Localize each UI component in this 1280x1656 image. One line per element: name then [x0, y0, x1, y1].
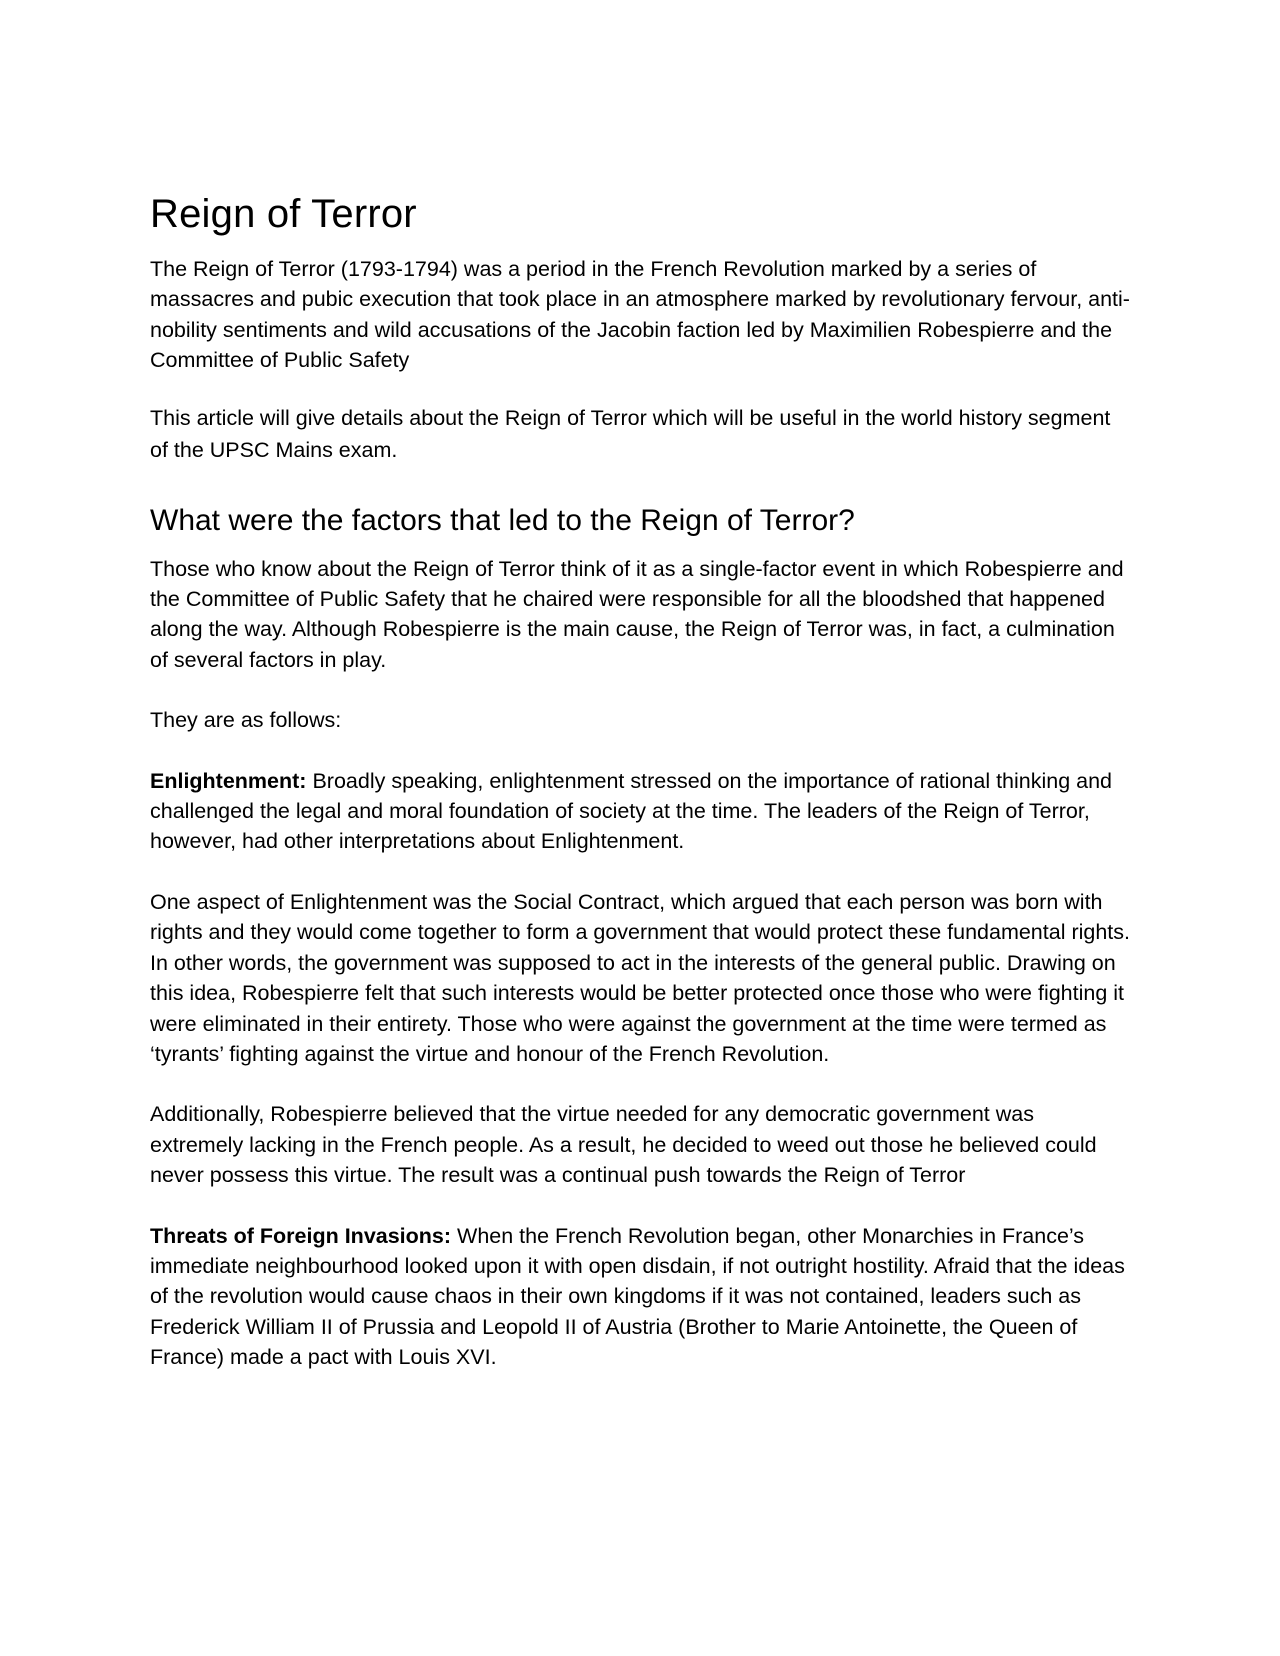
- factors-heading: What were the factors that led to the Reign of Terror?: [150, 503, 855, 537]
- enlightenment-text: Broadly speaking, enlightenment stressed on the importance of rational thinking and challenged the legal and moral foundation of society at the time. The leaders of the Reign of Terror, however, had other interpretations about Enlightenment.: [150, 768, 1113, 854]
- enlightenment-paragraph: [150, 766, 1130, 857]
- list-intro-paragraph: They are as follows:: [150, 708, 342, 733]
- foreign-threats-paragraph: [150, 1221, 1130, 1373]
- foreign-threats-label: Threats of Foreign Invasions:: [150, 1223, 452, 1248]
- article-note-paragraph: This article will give details about the Reign of Terror which will be useful in the world history segment of the UPSC Mains exam.: [150, 405, 1111, 462]
- virtue-paragraph: Additionally, Robespierre believed that the virtue needed for any democratic government was extremely lacking in the French people. As a result, he decided to weed out those he believed could never possess this virtue. The result was a continual push towards the Reign of Terror: [150, 1102, 1097, 1188]
- factors-overview-paragraph: Those who know about the Reign of Terror think of it as a single-factor event in which Robespierre and the Committee of Public Safety that he chaired were responsible for all the bloodshed that happened along the way. Although Robespierre is the main cause, the Reign of Terror was, in fact, a culmination of several factors in play.: [150, 556, 1124, 672]
- social-contract-paragraph: One aspect of Enlightenment was the Social Contract, which argued that each person was born with rights and they would come together to form a government that would protect these fundamental rights. In other words, the government was supposed to act in the interests of the general public. Drawing on this idea, Robespierre felt that such interests would be better protected once those who were fighting it were eliminated in their entirety. Those who were against the government at the time were termed as ‘tyrants’ fighting against the virtue and honour of the French Revolution.: [150, 889, 1130, 1066]
- enlightenment-label: Enlightenment:: [150, 768, 307, 793]
- document-page: [150, 190, 1130, 1403]
- foreign-threats-text: When the French Revolution began, other Monarchies in France’s immediate neighbourhood looked upon it with open disdain, if not outright hostility. Afraid that the ideas of the revolution would cause chaos in their own kingdoms if it was not contained, leaders such as Frederick William II of Prussia and Leopold II of Austria (Brother to Marie Antoinette, the Queen of France) made a pact with Louis XVI.: [150, 1223, 1125, 1370]
- page-title: Reign of Terror: [150, 192, 417, 236]
- intro-paragraph: The Reign of Terror (1793-1794) was a period in the French Revolution marked by a series of massacres and pubic execution that took place in an atmosphere marked by revolutionary fervour, anti-nobility sentiments and wild accusations of the Jacobin faction led by Maximilien Robespierre and the Committee of Public Safety: [150, 257, 1130, 373]
